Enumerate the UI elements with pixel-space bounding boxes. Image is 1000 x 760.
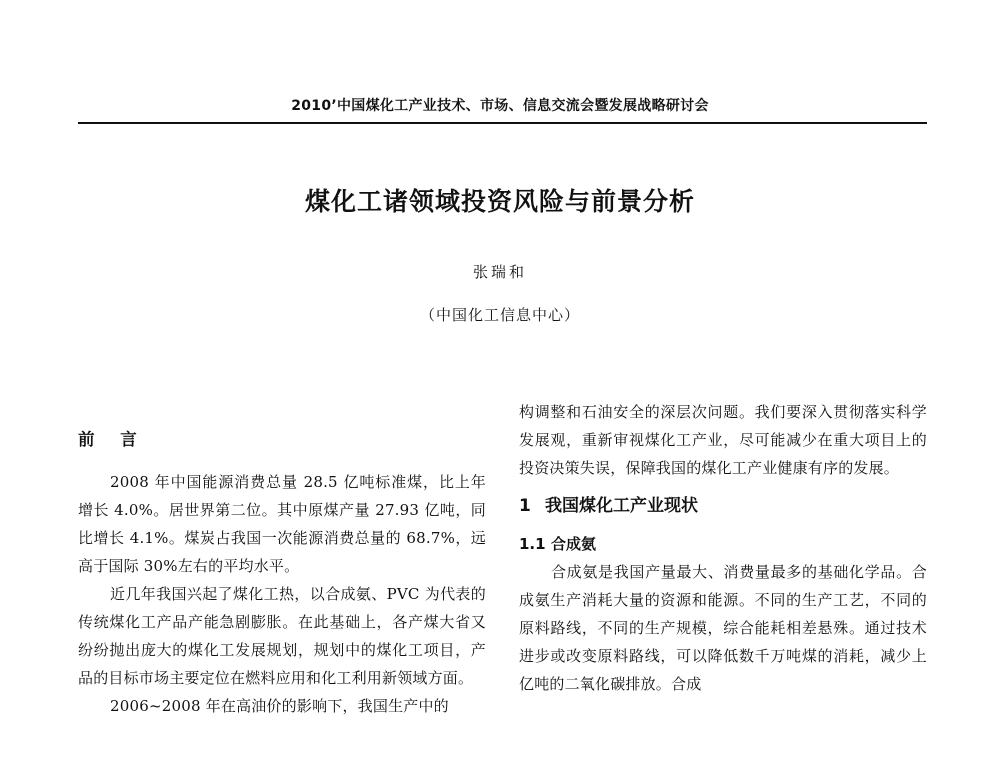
continued-paragraph: 构调整和石油安全的深层次问题。我们要深入贯彻落实科学发展观，重新审视煤化工产业，尽可能减少在重大项目上的投资决策失误，保障我国的煤化工产业健康有序的发展。 — [519, 403, 927, 477]
subsection-title: 合成氨 — [551, 535, 597, 553]
subsection-1-1-heading — [519, 530, 927, 558]
article-author: 张瑞和 — [472, 263, 527, 281]
preface-paragraph-3: 2006~2008 年在高油价的影响下，我国生产中的 — [110, 697, 449, 715]
subsection-paragraph: 合成氨是我国产量最大、消费量最多的基础化学品。合成氨生产消耗大量的资源和能源。不同的生产工艺，不同的原料路线，不同的生产规模，综合能耗相差悬殊。通过技术进步或改变原料路线，可以降低数千万吨煤的消耗，减少上亿吨的二氧化碳排放。合成 — [519, 563, 927, 693]
running-header: 2010’中国煤化工产业技术、市场、信息交流会暨发展战略研讨会 — [291, 98, 709, 114]
header-rule — [78, 122, 927, 124]
section-1-heading — [519, 492, 927, 520]
subsection-number: 1.1 — [519, 535, 546, 553]
section-title: 我国煤化工产业现状 — [545, 496, 698, 516]
preface-paragraph-1: 2008 年中国能源消费总量 28.5 亿吨标准煤，比上年增长 4.0%。居世界第二位。其中原煤产量 27.93 亿吨，同比增长 4.1%。煤炭占我国一次能源消费总量的 68.7%，远高于国际 30%左右的平均水平。 — [78, 473, 486, 575]
section-number: 1 — [519, 496, 531, 516]
article-affiliation: （中国化工信息中心） — [419, 306, 580, 324]
article-title: 煤化工诸领域投资风险与前景分析 — [304, 187, 695, 216]
right-column — [519, 398, 927, 698]
column-top-spacer — [78, 398, 486, 426]
left-column — [78, 398, 486, 720]
preface-paragraph-2: 近几年我国兴起了煤化工热，以合成氨、PVC 为代表的传统煤化工产品产能急剧膨胀。在此基础上，各产煤大省又纷纷抛出庞大的煤化工发展规划，规划中的煤化工项目，产品的目标市场主要定位在燃料应用和化工利用新领域方面。 — [78, 585, 486, 687]
preface-heading: 前 言 — [78, 430, 147, 449]
